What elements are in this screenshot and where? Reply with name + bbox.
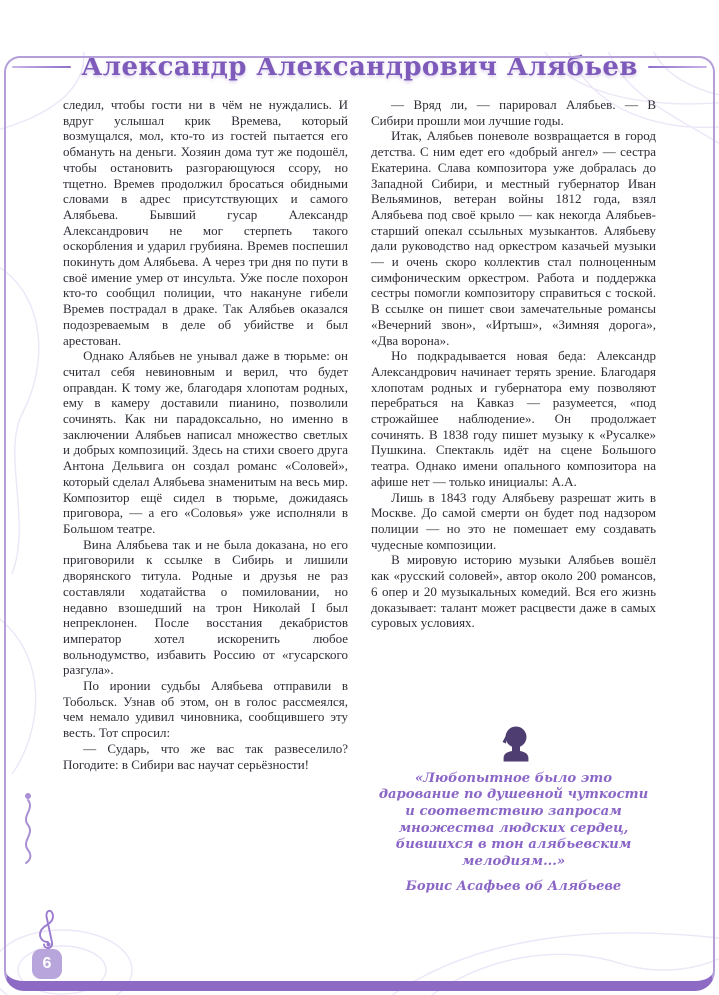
paragraph: В мировую историю музыки Алябьев вошёл как «русский соловей», автор около 200 романсов, 6 опер и 20 музыкальных комедий. Вся его жизнь доказывает: талант может расцвести даже в самых суровых условиях. xyxy=(371,552,656,631)
paragraph: — Сударь, что же вас так развеселило? Погодите: в Сибири вас научат серьёзности! xyxy=(63,740,348,772)
quote-attribution: Борис Асафьев об Алябьеве xyxy=(405,879,622,895)
column-spacer xyxy=(371,631,656,715)
right-column xyxy=(371,97,656,899)
page-number-badge xyxy=(32,949,62,979)
squiggle-decoration xyxy=(26,800,30,863)
music-decoration xyxy=(18,790,64,960)
dot-decoration xyxy=(25,793,31,799)
quote-text: «Любопытное было это дарование по душевной чуткости и соответствию запросам множества людских сердец, бившихся в тон алябьевским мелодиям...» xyxy=(378,770,649,869)
paragraph: следил, чтобы гости ни в чём не нуждались. И вдруг услышал крик Времева, который возмущался, мол, кто-то из гостей пытается его обмануть на деньги. Хозяин дома тут же подошёл, чтобы остановить разгорающуюся ссору, но тщетно. Времев продолжил бросаться обидными словами в адрес присутствующих и самого Алябьева. Бывший гусар Александр Александрович не мог стерпеть такого оскорбления и ударил грубияна. Времев поспешил покинуть дом Алябьева. А через три дня по пути в своё имение умер от инсульта. Уже после похорон кто-то сообщил полиции, что накануне гибели Времев пострадал в драке. Так Алябьев оказался подозреваемым в деле об убийстве и был арестован. xyxy=(63,97,348,348)
left-column xyxy=(63,97,348,899)
paragraph: Однако Алябьев не унывал даже в тюрьме: он считал себя невиновным и верил, что будет оправдан. К тому же, благодаря хлопотам родных, ему в камеру доставили пианино, позволили сочинять. Как ни парадоксально, но именно в заключении Алябьев написал множество светлых и добрых композиций. Здесь на стихи своего друга Антона Дельвига он создал романс «Соловей», который сделал Алябьева знаменитым на весь мир. Композитор ещё сидел в тюрьме, дожидаясь приговора, — а его «Соловья» уже исполняли в Большом театре. xyxy=(63,348,348,536)
title-divider-left xyxy=(12,66,71,68)
book-page xyxy=(0,52,719,972)
page-number: 6 xyxy=(42,955,52,972)
head-silhouette-icon xyxy=(496,725,532,765)
article-body xyxy=(63,97,656,899)
title-divider-right xyxy=(648,66,707,68)
right-column-text xyxy=(371,97,656,631)
paragraph: Итак, Алябьев поневоле возвращается в город детства. С ним едет его «добрый ангел» — сестра Екатерина. Слава композитора уже добралась до Западной Сибири, и местный губернатор Иван Вельяминов, ветеран войны 1812 года, взял Алябьева под своё крыло — как некогда Алябьев-старший опекал ссыльных музыкантов. Алябьеву дали руководство над оркестром казачьей музыки — и очень скоро коллектив стал полноценным симфоническим оркестром. Работа и поддержка сестры помогли композитору справиться с тоской. В ссылке он пишет свои замечательные романсы «Вечерний звон», «Иртыш», «Зимняя дорога», «Два ворона». xyxy=(371,128,656,348)
paragraph: Но подкрадывается новая беда: Александр Александрович начинает терять зрение. Благодаря хлопотам родных и губернатора ему позволяют перебраться на Кавказ — разумеется, «под строжайшее наблюдение». Он продолжает сочинять. В 1838 году пишет музыку к «Русалке» Пушкина. Спектакль идёт на сцене Большого театра. Однако имени опального композитора на афише нет — только инициалы: А.А. xyxy=(371,348,656,489)
quote-block xyxy=(371,725,656,895)
treble-clef-icon xyxy=(40,911,53,948)
paragraph: — Вряд ли, — парировал Алябьев. — В Сибири прошли мои лучшие годы. xyxy=(371,97,656,128)
page-header xyxy=(12,52,707,82)
paragraph: Лишь в 1843 году Алябьеву разрешат жить в Москве. До самой смерти он будет под надзором полиции — но это не помешает ему создавать чудесные композиции. xyxy=(371,489,656,552)
page-title: Александр Александрович Алябьев xyxy=(81,52,638,82)
paragraph: Вина Алябьева так и не была доказана, но его приговорили к ссылке в Сибирь и лишили дворянского титула. Родные и друзья не раз составляли ходатайства о помиловании, но недавно взошедший на трон Николай I был непреклонен. После восстания декабристов император хотел искоренить любое вольнодумство, избавить Россию от «гусарского разгула». xyxy=(63,536,348,678)
paragraph: По иронии судьбы Алябьева отправили в Тобольск. Узнав об этом, он в голос рассмеялся, чем немало удивил чиновника, сообщившего эту весть. Тот спросил: xyxy=(63,678,348,741)
